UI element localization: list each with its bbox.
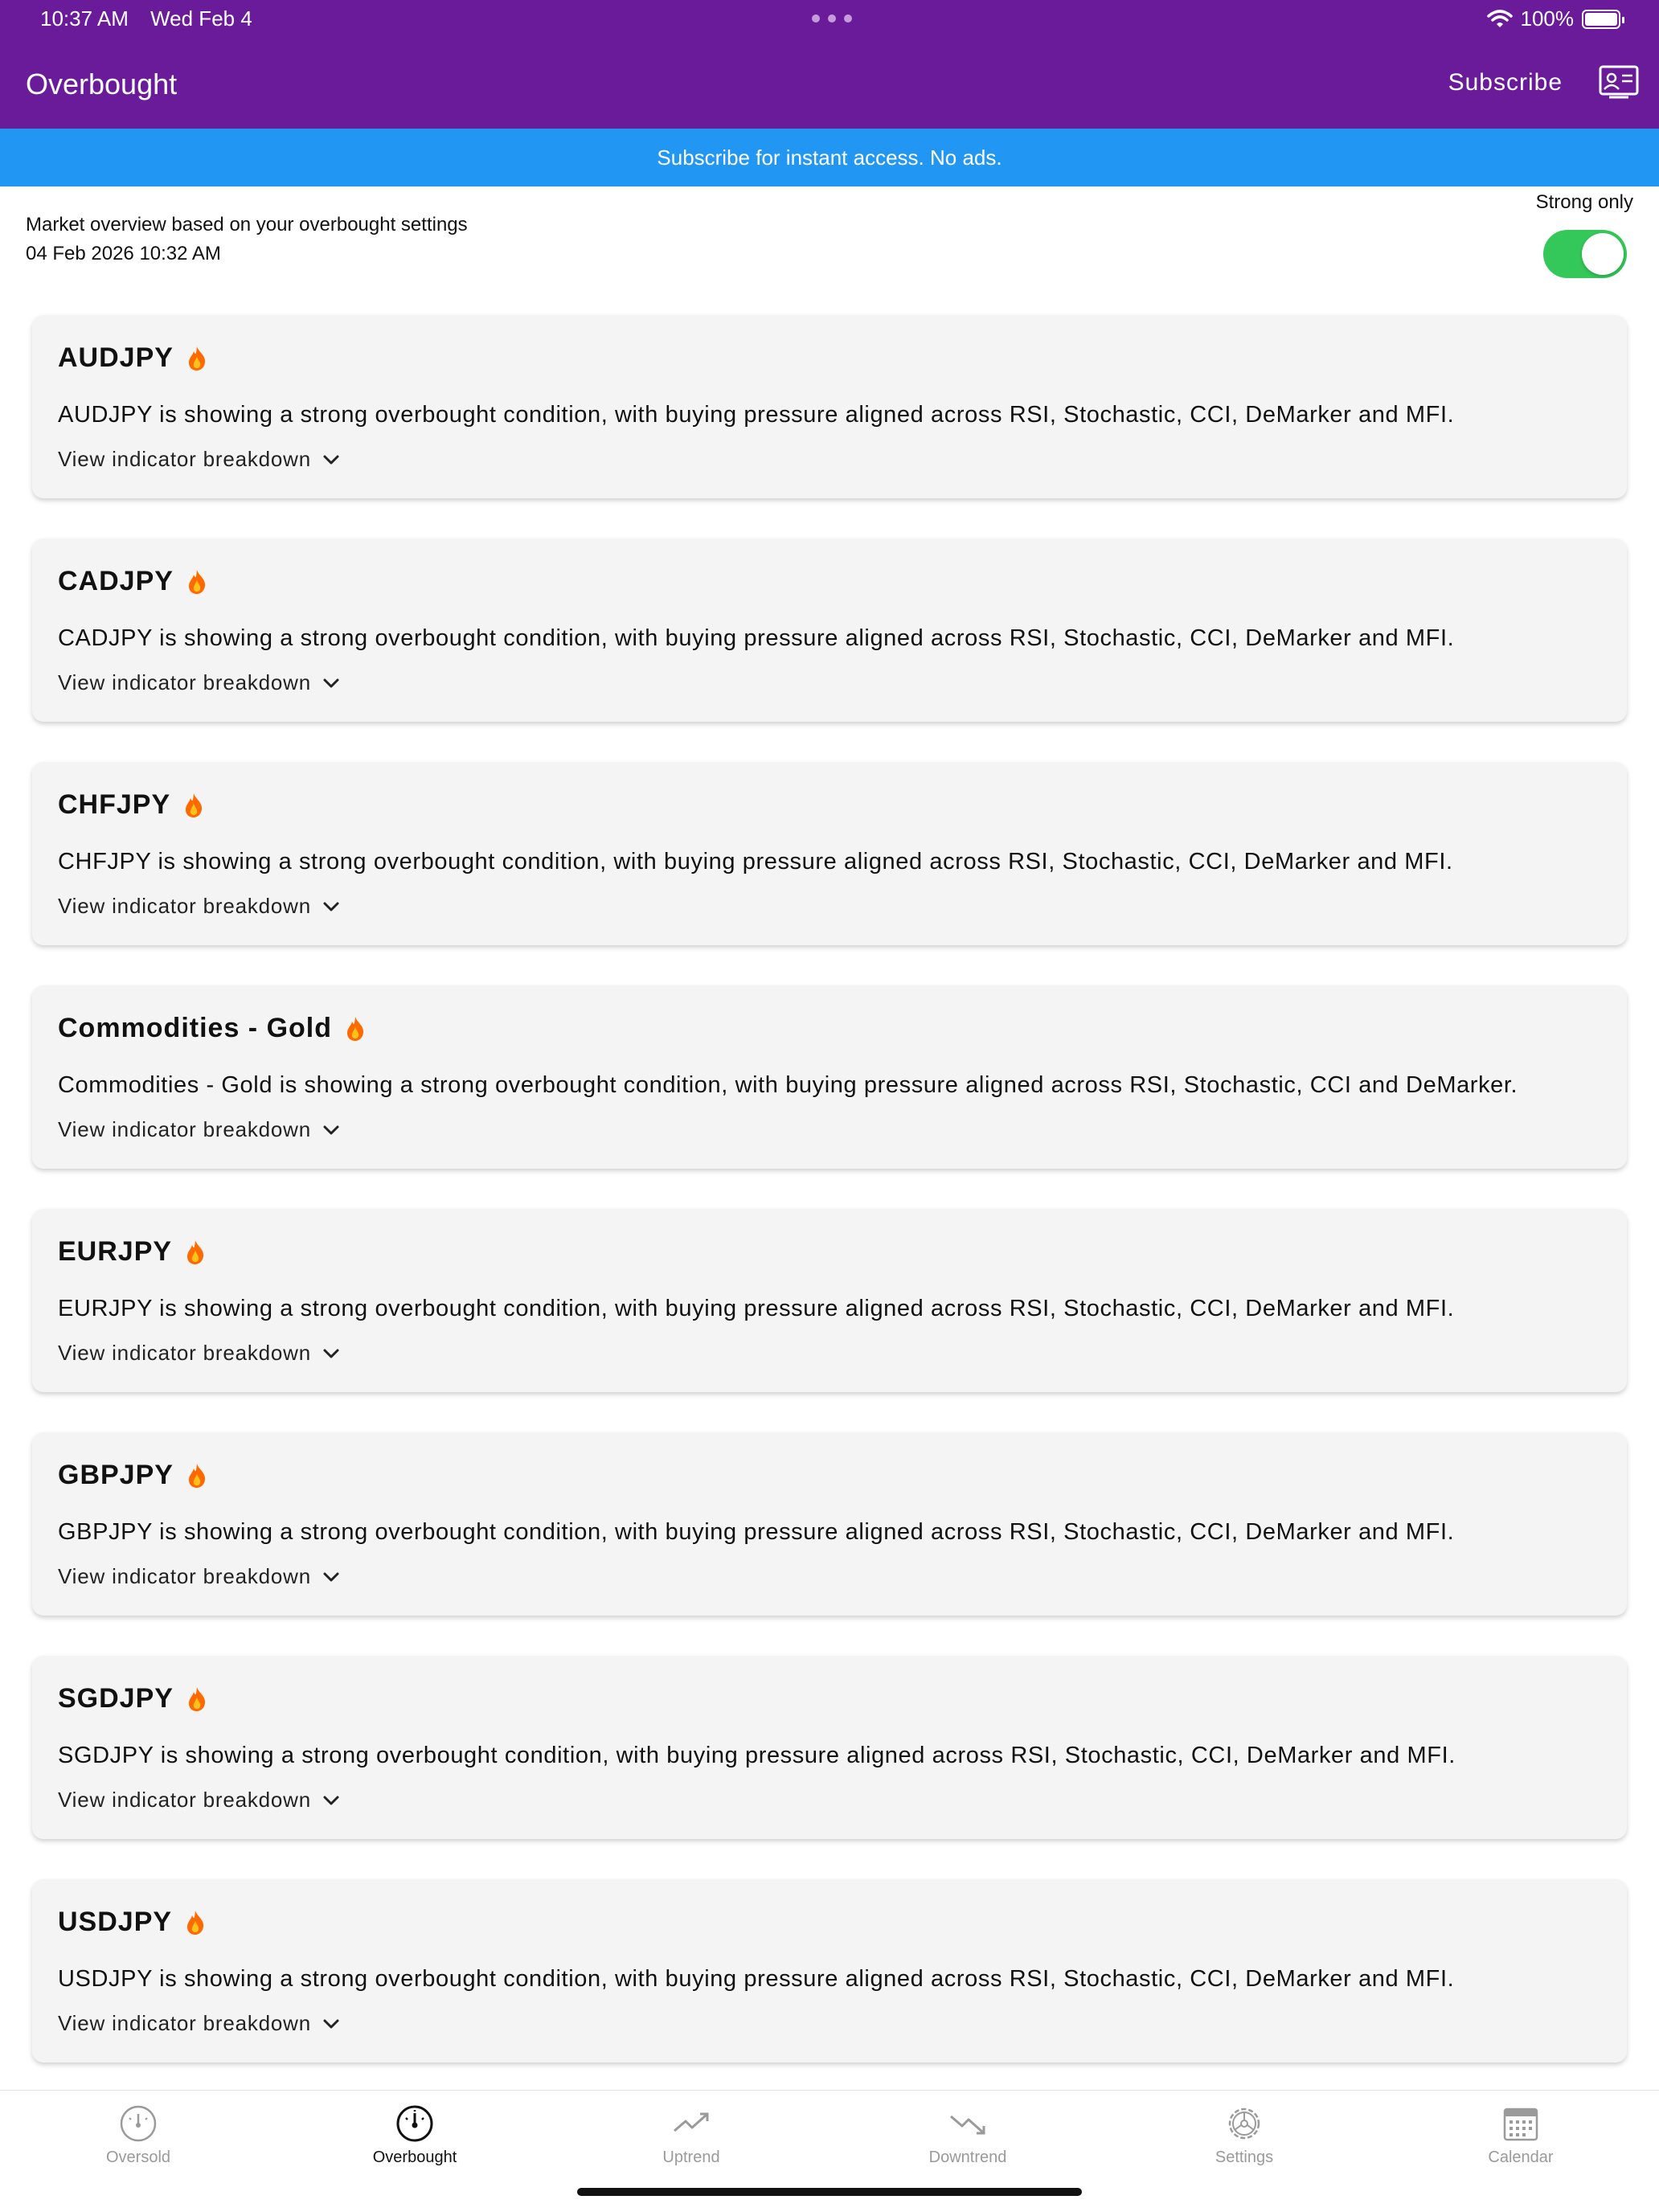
symbol-name: USDJPY (58, 1907, 173, 1937)
signal-card[interactable] (32, 762, 1627, 945)
view-breakdown-link[interactable] (58, 670, 340, 695)
status-indicators (1487, 6, 1621, 31)
view-breakdown-link[interactable] (58, 2011, 340, 2036)
card-description: CHFJPY is showing a strong overbought condition, with buying pressure aligned across RSI, Stochastic, CCI, DeMarker and MFI. (58, 849, 1453, 875)
breakdown-label: View indicator breakdown (58, 2011, 312, 2035)
signal-card[interactable] (32, 1209, 1627, 1392)
symbol-name: Commodities - Gold (58, 1013, 332, 1043)
tab-oversold[interactable] (0, 2091, 276, 2212)
tab-label: Calendar (1488, 2149, 1554, 2166)
tab-label: Oversold (105, 2149, 171, 2166)
card-description: USDJPY is showing a strong overbought condition, with buying pressure aligned across RSI, Stochastic, CCI, DeMarker and MFI. (58, 1966, 1455, 1992)
view-breakdown-link[interactable] (58, 1564, 340, 1589)
card-title (58, 1460, 207, 1491)
card-title (58, 1236, 206, 1268)
app-header (0, 0, 1659, 129)
breakdown-label: View indicator breakdown (58, 894, 312, 918)
tab-label: Uptrend (662, 2149, 720, 2166)
chevron-down-icon (322, 901, 340, 912)
breakdown-label: View indicator breakdown (58, 1341, 312, 1365)
card-description: AUDJPY is showing a strong overbought condition, with buying pressure aligned across RSI, Stochastic, CCI, DeMarker and MFI. (58, 402, 1455, 428)
chevron-down-icon (322, 1571, 340, 1583)
battery-percent: 100% (1520, 6, 1574, 31)
signal-card[interactable] (32, 1879, 1627, 2062)
gear-icon (1224, 2103, 1264, 2144)
banner-text: Subscribe for instant access. No ads. (657, 145, 1002, 170)
tab-label: Settings (1215, 2149, 1274, 2166)
card-description: EURJPY is showing a strong overbought condition, with buying pressure aligned across RSI, Stochastic, CCI, DeMarker and MFI. (58, 1296, 1455, 1321)
card-description: GBPJPY is showing a strong overbought condition, with buying pressure aligned across RSI, Stochastic, CCI, DeMarker and MFI. (58, 1519, 1455, 1545)
chevron-down-icon (322, 2018, 340, 2030)
signal-card[interactable] (32, 1432, 1627, 1616)
fire-icon (185, 1910, 206, 1936)
card-description: SGDJPY is showing a strong overbought condition, with buying pressure aligned across RSI, Stochastic, CCI, DeMarker and MFI. (58, 1743, 1456, 1768)
symbol-name: EURJPY (58, 1236, 173, 1267)
chevron-down-icon (322, 454, 340, 465)
breakdown-label: View indicator breakdown (58, 1788, 312, 1812)
signal-card[interactable] (32, 539, 1627, 722)
card-title (58, 1907, 206, 1938)
account-card-icon[interactable] (1598, 64, 1640, 100)
fire-icon (186, 1686, 207, 1712)
card-title (58, 342, 207, 374)
tab-overbought[interactable] (276, 2091, 553, 2212)
symbol-name: SGDJPY (58, 1683, 174, 1714)
chevron-down-icon (322, 678, 340, 689)
tab-label: Downtrend (928, 2149, 1007, 2166)
page-title: Overbought (26, 68, 178, 100)
gauge-icon (118, 2103, 158, 2144)
home-indicator[interactable] (577, 2188, 1082, 2196)
card-description: CADJPY is showing a strong overbought condition, with buying pressure aligned across RSI, Stochastic, CCI, DeMarker and MFI. (58, 625, 1455, 651)
breakdown-label: View indicator breakdown (58, 670, 312, 694)
trend-up-icon (671, 2103, 711, 2144)
subscribe-button[interactable]: Subscribe (1448, 69, 1563, 96)
signal-card[interactable] (32, 315, 1627, 498)
overview-info (26, 211, 468, 268)
breakdown-label: View indicator breakdown (58, 447, 312, 471)
symbol-name: GBPJPY (58, 1460, 174, 1490)
battery-icon (1582, 10, 1620, 29)
wifi-icon (1487, 10, 1513, 29)
status-date: Wed Feb 4 (150, 6, 252, 31)
tab-calendar[interactable] (1382, 2091, 1659, 2212)
trend-down-icon (948, 2103, 988, 2144)
tab-label: Overbought (372, 2149, 457, 2166)
fire-icon (186, 346, 207, 371)
chevron-down-icon (322, 1348, 340, 1359)
status-time (40, 6, 252, 31)
fire-icon (186, 569, 207, 595)
subscribe-banner[interactable] (0, 129, 1659, 186)
chevron-down-icon (322, 1795, 340, 1806)
signal-card[interactable] (32, 1656, 1627, 1839)
view-breakdown-link[interactable] (58, 894, 340, 919)
symbol-name: CADJPY (58, 566, 174, 596)
breakdown-label: View indicator breakdown (58, 1117, 312, 1141)
view-breakdown-link[interactable] (58, 1117, 340, 1142)
overview-description: Market overview based on your overbought settings (26, 214, 468, 236)
chevron-down-icon (322, 1124, 340, 1136)
fire-icon (183, 793, 204, 818)
overview-timestamp: 04 Feb 2026 10:32 AM (26, 243, 221, 264)
card-title (58, 789, 204, 821)
symbol-name: AUDJPY (58, 342, 174, 373)
view-breakdown-link[interactable] (58, 1788, 340, 1813)
signal-list (32, 315, 1627, 2103)
fire-icon (185, 1239, 206, 1265)
fire-icon (186, 1463, 207, 1489)
card-description: Commodities - Gold is showing a strong overbought condition, with buying pressure aligned across RSI, Stochastic, CCI and DeMarker. (58, 1072, 1518, 1098)
toggle-knob (1582, 233, 1624, 275)
view-breakdown-link[interactable] (58, 447, 340, 472)
status-clock: 10:37 AM (40, 6, 129, 31)
card-title (58, 1683, 207, 1714)
calendar-icon (1501, 2103, 1541, 2144)
card-title (58, 1013, 366, 1044)
view-breakdown-link[interactable] (58, 1341, 340, 1366)
fire-icon (345, 1016, 366, 1042)
symbol-name: CHFJPY (58, 789, 171, 820)
gauge-icon (395, 2103, 435, 2144)
breakdown-label: View indicator breakdown (58, 1564, 312, 1588)
tab-settings[interactable] (1106, 2091, 1382, 2212)
card-title (58, 566, 207, 597)
strong-only-label: Strong only (1535, 191, 1633, 213)
signal-card[interactable] (32, 985, 1627, 1169)
strong-only-toggle[interactable] (1543, 230, 1627, 278)
multitasking-dots-icon[interactable] (812, 14, 852, 23)
